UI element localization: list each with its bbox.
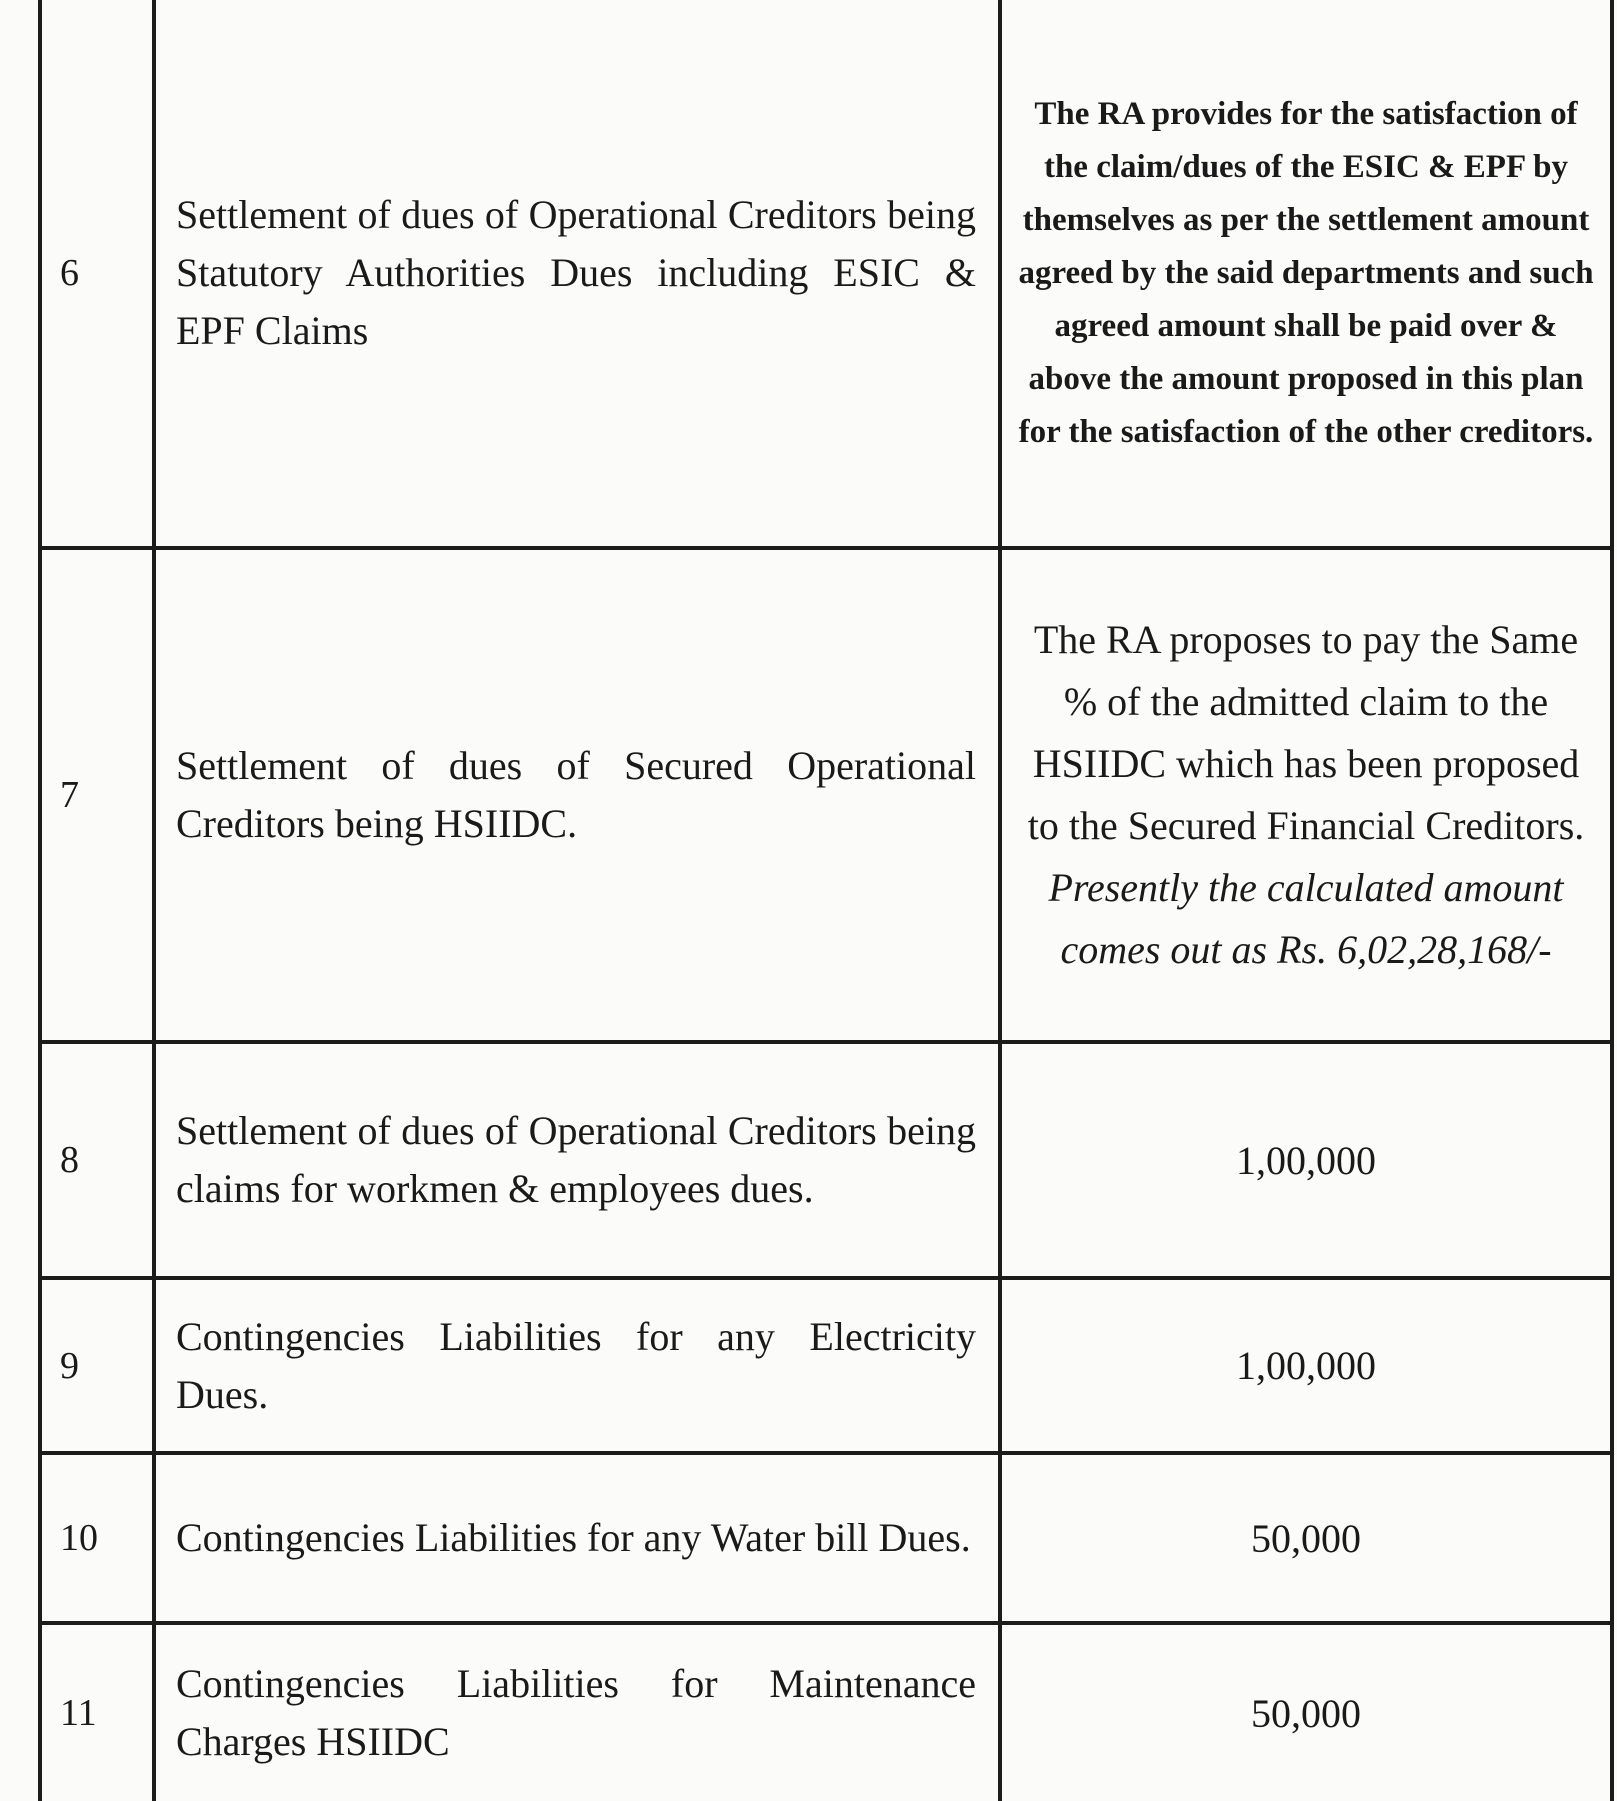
amount-text [1018, 609, 1594, 981]
serial-number: 11 [40, 1623, 154, 1801]
serial-number: 6 [40, 0, 154, 548]
amount-value: 1,00,000 [1236, 1343, 1376, 1388]
amount-text-italic: Presently the calculated amount comes out as Rs. 6,02,28,168/- [1048, 865, 1564, 972]
table-row [40, 1623, 1612, 1801]
amount-text: The RA provides for the satisfaction of the claim/dues of the ESIC & EPF by themselves as per the settlement amount agreed by the said departments and such agreed amount shall be paid over & above the amount proposed in this plan for the satisfaction of the other creditors. [1018, 95, 1594, 450]
amount-cell [1000, 1623, 1612, 1801]
amount-cell [1000, 1453, 1612, 1623]
serial-number: 9 [40, 1278, 154, 1453]
particulars-cell: Settlement of dues of Secured Operational Creditors being HSIIDC. [154, 548, 1000, 1042]
table-row [40, 548, 1612, 1042]
serial-number: 10 [40, 1453, 154, 1623]
amount-value: 1,00,000 [1236, 1137, 1376, 1183]
amount-cell [1000, 1042, 1612, 1278]
particulars-cell: Contingencies Liabilities for Maintenance Charges HSIIDC [154, 1623, 1000, 1801]
amount-cell [1000, 548, 1612, 1042]
serial-number: 8 [40, 1042, 154, 1278]
particulars-cell: Contingencies Liabilities for any Electricity Dues. [154, 1278, 1000, 1453]
table-row [40, 1042, 1612, 1278]
table-row [40, 1453, 1612, 1623]
amount-cell [1000, 0, 1612, 548]
table-row [40, 1278, 1612, 1453]
particulars-cell: Settlement of dues of Operational Creditors being claims for workmen & employees dues. [154, 1042, 1000, 1278]
serial-number: 7 [40, 548, 154, 1042]
resolution-plan-table [38, 0, 1614, 1801]
particulars-cell: Settlement of dues of Operational Creditors being Statutory Authorities Dues including ESIC & EPF Claims [154, 0, 1000, 548]
amount-value: 50,000 [1251, 1690, 1361, 1736]
amount-value: 50,000 [1251, 1515, 1361, 1561]
table-row [40, 0, 1612, 548]
amount-text-regular: The RA proposes to pay the Same % of the admitted claim to the HSIIDC which has been proposed to the Secured Financial Creditors. [1027, 617, 1585, 848]
particulars-cell: Contingencies Liabilities for any Water bill Dues. [154, 1453, 1000, 1623]
amount-cell [1000, 1278, 1612, 1453]
